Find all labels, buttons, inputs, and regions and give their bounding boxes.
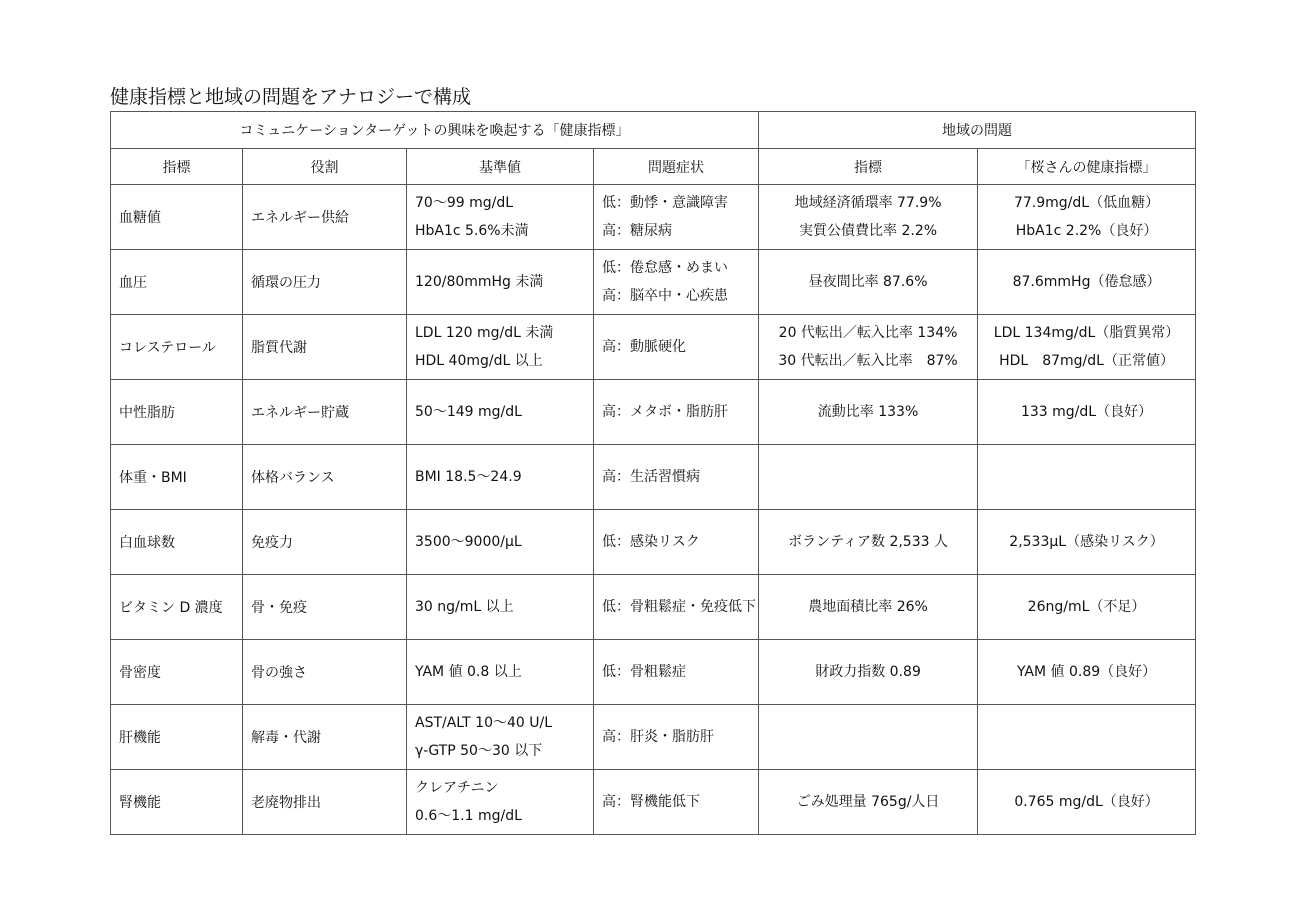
column-header-row <box>111 149 1196 185</box>
cell-role: エネルギー貯蔵 <box>243 380 407 445</box>
cell-symptoms <box>594 380 759 445</box>
cell-role: 脂質代謝 <box>243 315 407 380</box>
cell-line: 実質公債費比率 2.2% <box>799 223 938 239</box>
cell-region-indicator <box>759 315 978 380</box>
cell-line: HDL 40mg/dL 以上 <box>415 353 543 369</box>
cell-region-indicator <box>759 575 978 640</box>
cell-reference <box>407 705 594 770</box>
cell-sakura <box>978 575 1196 640</box>
cell-line: 77.9mg/dL（低血糖） <box>1013 195 1160 211</box>
cell-line: AST/ALT 10〜40 U/L <box>415 715 553 731</box>
cell-symptoms <box>594 510 759 575</box>
cell-line: 農地面積比率 26% <box>808 599 928 615</box>
cell-line: 地域経済循環率 77.9% <box>794 195 942 211</box>
column-header-region-indicator: 指標 <box>759 149 978 185</box>
cell-line: 流動比率 133% <box>817 404 919 420</box>
cell-reference <box>407 250 594 315</box>
cell-region-indicator <box>759 185 978 250</box>
column-header-indicator: 指標 <box>111 149 243 185</box>
cell-role: 骨・免疫 <box>243 575 407 640</box>
cell-symptoms <box>594 640 759 705</box>
cell-sakura <box>978 185 1196 250</box>
cell-region-indicator <box>759 640 978 705</box>
cell-line: 20 代転出／転入比率 134% <box>778 325 958 341</box>
cell-line: BMI 18.5〜24.9 <box>415 469 522 485</box>
cell-line: ごみ処理量 765g/人日 <box>796 794 940 810</box>
cell-reference <box>407 315 594 380</box>
cell-line: LDL 134mg/dL（脂質異常） <box>993 325 1180 341</box>
cell-line: 120/80mmHg 未満 <box>415 274 544 290</box>
cell-reference <box>407 770 594 835</box>
column-header-role: 役割 <box>243 149 407 185</box>
table-body <box>111 185 1196 835</box>
cell-line: 高：肝炎・脂肪肝 <box>602 729 714 745</box>
cell-role: 解毒・代謝 <box>243 705 407 770</box>
cell-line: 低：骨粗鬆症・免疫低下 <box>602 599 756 615</box>
cell-line: HDL 87mg/dL（正常値） <box>999 353 1174 369</box>
cell-indicator: 中性脂肪 <box>111 380 243 445</box>
cell-indicator: 腎機能 <box>111 770 243 835</box>
cell-indicator: 白血球数 <box>111 510 243 575</box>
column-header-reference: 基準値 <box>407 149 594 185</box>
cell-sakura <box>978 250 1196 315</box>
cell-reference <box>407 510 594 575</box>
cell-symptoms <box>594 185 759 250</box>
cell-indicator: 肝機能 <box>111 705 243 770</box>
cell-indicator: コレステロール <box>111 315 243 380</box>
table-row <box>111 705 1196 770</box>
cell-region-indicator <box>759 510 978 575</box>
cell-symptoms <box>594 770 759 835</box>
cell-region-indicator <box>759 445 978 510</box>
cell-line: YAM 値 0.8 以上 <box>415 664 522 680</box>
cell-indicator: 血糖値 <box>111 185 243 250</box>
cell-reference <box>407 575 594 640</box>
group-header-row <box>111 112 1196 149</box>
cell-role: 体格バランス <box>243 445 407 510</box>
cell-role: 老廃物排出 <box>243 770 407 835</box>
group-header-health: コミュニケーションターゲットの興味を喚起する「健康指標」 <box>111 112 759 149</box>
cell-reference <box>407 445 594 510</box>
cell-line: LDL 120 mg/dL 未満 <box>415 325 554 341</box>
cell-region-indicator <box>759 705 978 770</box>
cell-line: 高：生活習慣病 <box>602 469 700 485</box>
cell-role: 骨の強さ <box>243 640 407 705</box>
cell-line: HbA1c 5.6%未満 <box>415 223 529 239</box>
group-header-region: 地域の問題 <box>759 112 1196 149</box>
cell-line: 財政力指数 0.89 <box>815 664 921 680</box>
cell-sakura <box>978 315 1196 380</box>
table-row <box>111 640 1196 705</box>
cell-line: 高：動脈硬化 <box>602 339 686 355</box>
cell-region-indicator <box>759 380 978 445</box>
cell-reference <box>407 640 594 705</box>
cell-line: YAM 値 0.89（良好） <box>1016 664 1157 680</box>
cell-sakura <box>978 445 1196 510</box>
table-row <box>111 445 1196 510</box>
cell-symptoms <box>594 705 759 770</box>
cell-role: エネルギー供給 <box>243 185 407 250</box>
cell-line: 高：糖尿病 <box>602 223 672 239</box>
cell-line: ボランティア数 2,533 人 <box>788 534 948 550</box>
cell-line: 3500〜9000/μL <box>415 534 522 550</box>
cell-line: 高：腎機能低下 <box>602 794 700 810</box>
cell-line: 133 mg/dL（良好） <box>1020 404 1153 420</box>
page-title: 健康指標と地域の問題をアナロジーで構成 <box>110 86 472 108</box>
cell-sakura <box>978 510 1196 575</box>
cell-line: 低：骨粗鬆症 <box>602 664 686 680</box>
cell-line: 低：感染リスク <box>602 534 700 550</box>
cell-line: 高：脳卒中・心疾患 <box>602 288 728 304</box>
table-row <box>111 185 1196 250</box>
cell-line: HbA1c 2.2%（良好） <box>1015 223 1158 239</box>
cell-symptoms <box>594 445 759 510</box>
cell-sakura <box>978 380 1196 445</box>
table-row <box>111 250 1196 315</box>
cell-line: 30 代転出／転入比率 87% <box>778 353 958 369</box>
cell-role: 循環の圧力 <box>243 250 407 315</box>
cell-symptoms <box>594 250 759 315</box>
cell-line: 26ng/mL（不足） <box>1027 599 1146 615</box>
cell-reference <box>407 185 594 250</box>
cell-line: 低：倦怠感・めまい <box>602 260 728 276</box>
cell-line: 高：メタボ・脂肪肝 <box>602 404 728 420</box>
cell-indicator: 血圧 <box>111 250 243 315</box>
cell-sakura <box>978 705 1196 770</box>
cell-line: 2,533μL（感染リスク） <box>1009 534 1164 550</box>
cell-line: 87.6mmHg（倦怠感） <box>1012 274 1161 290</box>
cell-reference <box>407 380 594 445</box>
column-header-sakura: 「桜さんの健康指標」 <box>978 149 1196 185</box>
column-header-symptoms: 問題症状 <box>594 149 759 185</box>
cell-line: γ-GTP 50〜30 以下 <box>415 743 543 759</box>
cell-indicator: ビタミン D 濃度 <box>111 575 243 640</box>
cell-indicator: 骨密度 <box>111 640 243 705</box>
table-row <box>111 770 1196 835</box>
analogy-table <box>110 111 1196 835</box>
cell-line: 0.6〜1.1 mg/dL <box>415 808 522 824</box>
cell-role: 免疫力 <box>243 510 407 575</box>
cell-line: 昼夜間比率 87.6% <box>808 274 928 290</box>
cell-sakura <box>978 640 1196 705</box>
cell-line: 0.765 mg/dL（良好） <box>1014 794 1159 810</box>
table-row <box>111 315 1196 380</box>
cell-region-indicator <box>759 250 978 315</box>
cell-region-indicator <box>759 770 978 835</box>
cell-line: 50〜149 mg/dL <box>415 404 522 420</box>
cell-line: 30 ng/mL 以上 <box>415 599 514 615</box>
table-row <box>111 380 1196 445</box>
cell-symptoms <box>594 315 759 380</box>
cell-line: 低：動悸・意識障害 <box>602 195 728 211</box>
table-row <box>111 510 1196 575</box>
cell-indicator: 体重・BMI <box>111 445 243 510</box>
cell-symptoms <box>594 575 759 640</box>
table-row <box>111 575 1196 640</box>
cell-sakura <box>978 770 1196 835</box>
cell-line: クレアチニン <box>415 780 499 796</box>
cell-line: 70〜99 mg/dL <box>415 195 514 211</box>
